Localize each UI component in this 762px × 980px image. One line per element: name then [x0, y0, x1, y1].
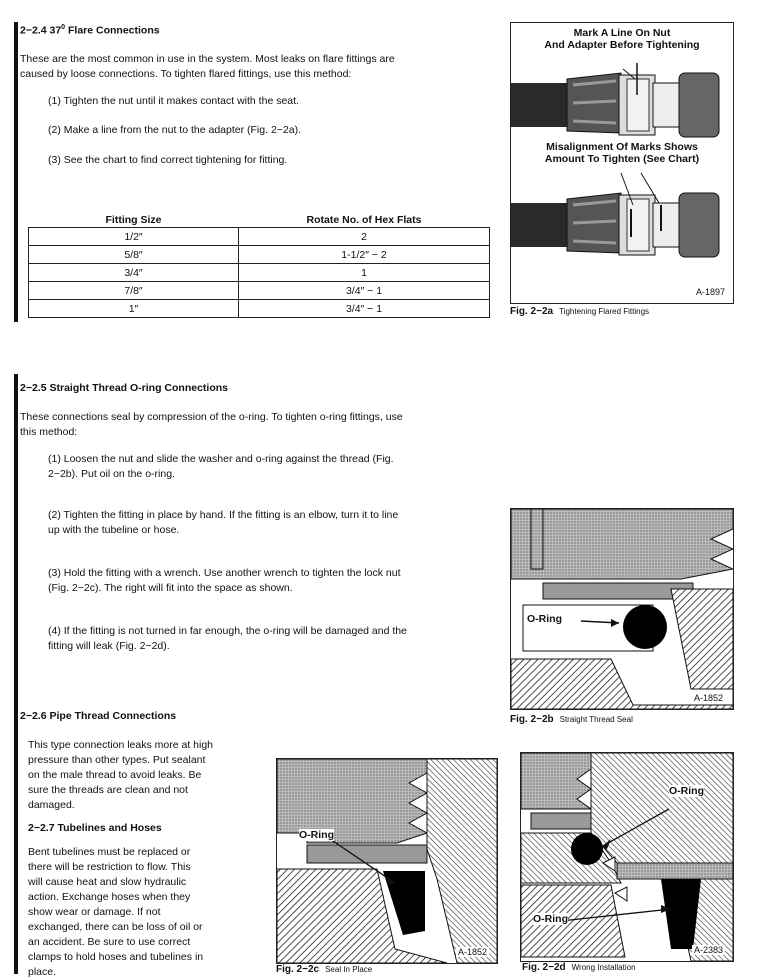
body-line: pressure than other types. Put sealant [28, 754, 206, 766]
figure-caption [510, 306, 649, 317]
body-line: exchanged, there can be loss of oil or [28, 921, 203, 933]
step-line: 2−2b). Put oil on the o-ring. [48, 468, 175, 480]
table-cell: 3/4″ − 1 [239, 300, 490, 318]
step-line: (2) Tighten the fitting in place by hand. If the fitting is an elbow, turn it to line [48, 509, 399, 521]
figure-caption [276, 964, 372, 975]
caption-number: Fig. 2−2a [510, 306, 554, 317]
body-line: Bent tubelines must be replaced or [28, 846, 191, 858]
figure-code: A-2383 [693, 945, 723, 955]
section-2-2-5-title: 2−2.5 Straight Thread O-ring Connections [20, 382, 228, 394]
label-line: And Adapter Before Tightening [544, 39, 700, 51]
table-row [29, 300, 490, 318]
title-text: Flare Connections [65, 24, 160, 37]
figure-caption [522, 962, 636, 973]
label-line: Mark A Line On Nut [573, 27, 671, 39]
figure-caption [510, 714, 633, 725]
intro-line: These are the most common in use in the system. Most leaks on flare fittings are [20, 53, 395, 65]
body-line: an accident. Be sure to use correct [28, 936, 191, 948]
caption-text: Seal In Place [325, 965, 373, 974]
section-2-2-6-title: 2−2.6 Pipe Thread Connections [20, 710, 177, 722]
degree-sup: 0 [61, 24, 66, 31]
body-line: action. Exchange hoses when they [28, 891, 191, 903]
section-2-2-7-title: 2−2.7 Tubelines and Hoses [28, 822, 162, 834]
label-line: Misalignment Of Marks Shows [546, 141, 698, 153]
table-cell: 2 [239, 228, 490, 246]
step-item [48, 508, 490, 538]
o-ring-label: O-Ring [533, 913, 568, 925]
table-cell: 7/8″ [29, 282, 239, 300]
figure-2-2c [276, 758, 498, 964]
step-line: up with the tubeline or hose. [48, 524, 180, 536]
body-line: show wear or damage. If not [28, 906, 161, 918]
step-line: (4) If the fitting is not turned in far enough, the o-ring will be damaged and the [48, 625, 407, 637]
o-ring-label: O-Ring [299, 829, 334, 841]
table-row [29, 264, 490, 282]
caption-number: Fig. 2−2c [276, 964, 320, 975]
step-line: (Fig. 2−2c). The right will fit into the space as shown. [48, 582, 293, 594]
figure-code: A-1852 [457, 947, 487, 957]
table-cell: 1/2″ [29, 228, 239, 246]
table-row [29, 246, 490, 264]
step-line: fitting will leak (Fig. 2−2d). [48, 640, 170, 652]
figure-2-2a [510, 22, 734, 304]
table-cell: 1″ [29, 300, 239, 318]
caption-text: Tightening Flared Fittings [559, 307, 650, 316]
table-cell: 5/8″ [29, 246, 239, 264]
table-row [29, 228, 490, 246]
step-line: (1) Loosen the nut and slide the washer and o-ring against the thread (Fig. [48, 453, 394, 465]
table-cell: 1-1/2″ − 2 [239, 246, 490, 264]
intro-line: this method: [20, 426, 78, 438]
figure-code: A-1852 [693, 693, 723, 703]
caption-number: Fig. 2−2d [522, 962, 566, 973]
o-ring-label: O-Ring [527, 613, 562, 625]
caption-text: Straight Thread Seal [559, 715, 633, 724]
table-row [29, 282, 490, 300]
step-item [48, 566, 490, 596]
figure-code: A-1897 [695, 287, 725, 297]
table-header: Fitting Size [105, 214, 162, 226]
body-line: will cause heat and slow hydraulic [28, 876, 187, 888]
caption-text: Wrong Installation [571, 963, 636, 972]
section-2-2-4-intro [20, 52, 490, 82]
table-cell: 3/4″ − 1 [239, 282, 490, 300]
caption-number: Fig. 2−2b [510, 714, 554, 725]
body-line: damaged. [28, 799, 75, 811]
figure-label [511, 141, 733, 165]
section-2-2-5-intro [20, 410, 490, 440]
body-line: clamps to hold hoses and tubelines in [28, 951, 204, 963]
section-2-2-6-body [28, 738, 258, 813]
step-item [48, 624, 490, 654]
table-cell: 3/4″ [29, 264, 239, 282]
margin-bar [14, 374, 18, 974]
fitting-table [28, 212, 490, 318]
section-2-2-7-body [28, 845, 258, 980]
margin-bar [14, 22, 18, 322]
step-item: (2) Make a line from the nut to the adapter (Fig. 2−2a). [48, 124, 302, 136]
body-line: This type connection leaks more at high [28, 739, 214, 751]
figure-2-2b [510, 508, 734, 710]
body-line: place. [28, 966, 57, 978]
body-line: on the male thread to avoid leaks. Be [28, 769, 202, 781]
body-line: sure the threads are clean and not [28, 784, 188, 796]
straight-thread-seal-illustration [511, 509, 733, 709]
table-header: Rotate No. of Hex Flats [306, 214, 422, 226]
table-cell: 1 [239, 264, 490, 282]
step-line: (3) Hold the fitting with a wrench. Use another wrench to tighten the lock nut [48, 567, 401, 579]
seal-in-place-illustration [277, 759, 497, 963]
body-line: there will be restriction to flow. This [28, 861, 191, 873]
section-2-2-4-title [20, 24, 160, 37]
step-item: (3) See the chart to find correct tightening for fitting. [48, 154, 288, 166]
intro-line: These connections seal by compression of the o-ring. To tighten o-ring fittings, use [20, 411, 403, 423]
step-item: (1) Tighten the nut until it makes contact with the seat. [48, 95, 299, 107]
label-line: Amount To Tighten (See Chart) [544, 153, 700, 165]
step-item [48, 452, 490, 482]
intro-line: caused by loose connections. To tighten flared fittings, use this method: [20, 68, 352, 80]
title-text: 2−2.4 37 [20, 24, 62, 37]
figure-2-2d [520, 752, 734, 962]
o-ring-label: O-Ring [669, 785, 704, 797]
